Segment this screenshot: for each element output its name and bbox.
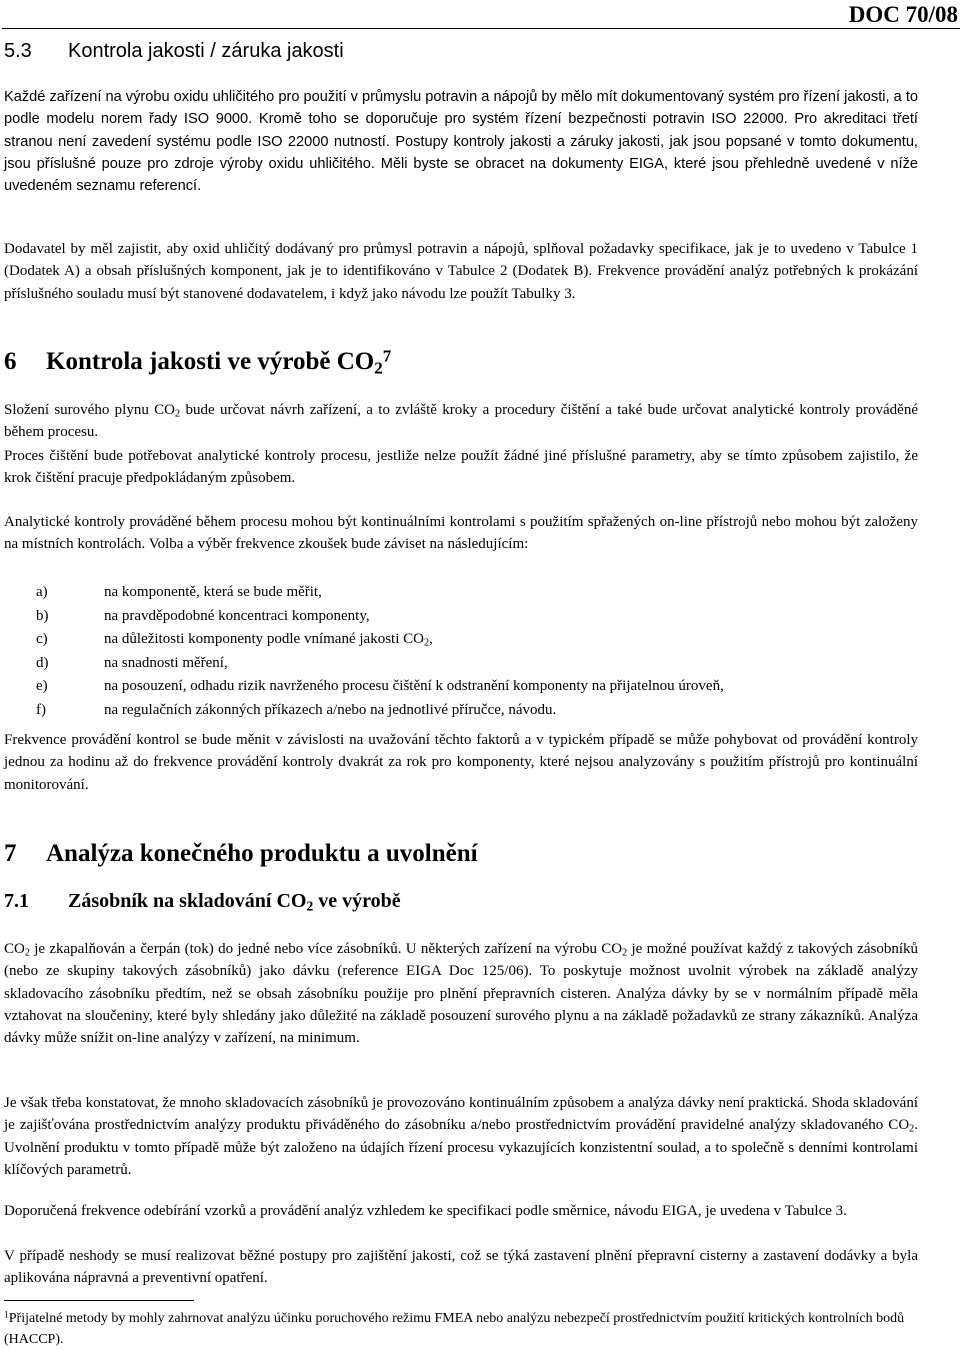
list-text: na regulačních zákonných příkazech a/nebo na jednotlivé příručce, návodu.: [104, 701, 557, 718]
list-item: [36, 699, 916, 723]
section-7-heading: [4, 840, 478, 868]
list-item: [36, 675, 916, 699]
section-number: 7: [4, 840, 17, 867]
subscript: 2: [423, 637, 430, 649]
section-6-paragraph-2: Proces čištění bude potřebovat analytické kontroly procesu, jestliže nelze použít žádné jiné příslušné parametry, aby se tímto způsobem zajistilo, že krok čištění pracuje předpokládaným způsobem.: [4, 448, 918, 487]
list-label: e): [36, 678, 48, 695]
list-item: [36, 605, 916, 629]
list-text-tail: ,: [429, 631, 433, 648]
text-run: . Uvolnění produktu v tomto případě může být založeno na údajích řízení procesu vykazujících konzistentní soulad, a to společně s denními kontrolami klíčových parametrů.: [4, 1117, 918, 1178]
section-6-paragraph-1: [4, 399, 918, 444]
section-7-1-paragraph-3: Doporučená frekvence odebírání vzorků a provádění analýz vzhledem ke specifikaci podle směrnice, návodu EIGA, je uvedena v Tabulce 3.: [4, 1203, 847, 1219]
section-6-heading: [4, 348, 391, 376]
header-rule: [2, 28, 960, 29]
section-6-paragraph-3: Analytické kontroly prováděné během procesu mohou být kontinuálními kontrolami s použitím spřažených on-line přístrojů nebo mohou být založeny na místních kontrolách. Volba a výběr frekvence zkoušek bude záviset na následujícím:: [4, 514, 918, 553]
list-label: d): [36, 654, 49, 671]
list-label: c): [36, 631, 48, 648]
section-5-3-paragraph-1: Každé zařízení na výrobu oxidu uhličitého pro použití v průmyslu potravin a nápojů by mělo mít dokumentovaný systém pro řízení jakosti, a to podle modelu norem řady ISO 9000. Kromě toho se doporučuje pro systém řízení bezpečnosti potravin ISO 22000. Pro akreditaci třetí stranou není zavedení systému podle ISO 22000 nutností. Postupy kontroly jakosti a záruky jakosti, jak jsou popsané v tomto dokumentu, jsou příslušné pouze pro zdroje výroby oxidu uhličitého. Měli byste se obracet na dokumenty EIGA, které jsou přehledně uvedené v níže uvedeném seznamu referencí.: [4, 89, 918, 195]
subscript: 2: [306, 898, 314, 914]
subscript: 2: [374, 358, 383, 378]
list-item: [36, 652, 916, 676]
text-run: Je však třeba konstatovat, že mnoho skladovacích zásobníků je provozováno kontinuálním způsobem a analýza dávky není praktická. Shoda skladování je zajišťována prostřednictvím analýzy produktu přiváděného do zásobníku a/nebo prostřednictvím provádění pravidelné analýzy skladovaného CO: [4, 1095, 918, 1134]
section-7-1-heading: [4, 890, 401, 913]
section-number: 5.3: [4, 40, 32, 62]
subscript: 2: [909, 1123, 915, 1135]
list-label: a): [36, 584, 48, 600]
text-run: je možné používat každý z takových zásobníků (nebo ze skupiny takových zásobníků) jako dávku (reference EIGA Doc 125/06). To poskytuje možnost uvolnit výrobek na základě analýzy skladovacího zásobníku předtím, než se obsah zásobníku použije pro plnění přepravních cisteren. Analýza dávky by se v normálním případě měla vztahovat na sloučeniny, které byly shledány jako důležité na základě posouzení surového plynu a na základě požadavků ze strany zákazníků. Analýza dávky může snížit on-line analýzy v zařízení, na minimum.: [4, 941, 918, 1047]
section-title: Kontrola jakosti / záruka jakosti: [68, 40, 344, 62]
list-text-wrap: [104, 628, 433, 652]
section-5-3-heading: [4, 40, 344, 63]
list-text: na komponentě, která se bude měřit,: [104, 584, 322, 600]
section-number: 6: [4, 348, 17, 375]
subscript: 2: [622, 947, 628, 959]
section-7-1-paragraph-2: [4, 1092, 918, 1181]
list-text: na posouzení, odhadu rizik navrženého procesu čištění k odstranění komponenty na přijatelnou úroveň,: [104, 678, 724, 695]
section-title: Analýza konečného produktu a uvolnění: [46, 840, 478, 867]
text-run: Složení surového plynu CO: [4, 402, 176, 418]
list-text: na snadnosti měření,: [104, 654, 228, 671]
list-item: [36, 628, 916, 652]
section-number: 7.1: [4, 890, 29, 912]
footnote-text: Přijatelné metody by mohly zahrnovat analýzu účinku poruchového režimu FMEA nebo analýzu nebezpečí prostřednictvím použití kritických kontrolních bodů (HACCP).: [4, 1311, 905, 1347]
footnote-reference: 7: [382, 346, 392, 366]
footnote-marker: 1: [4, 1310, 9, 1321]
section-title: Zásobník na skladování CO: [68, 890, 307, 912]
section-5-3-paragraph-2: Dodavatel by měl zajistit, aby oxid uhličitý dodávaný pro průmysl potravin a nápojů, splňoval požadavky specifikace, jak je to uvedeno v Tabulce 1 (Dodatek A) a obsah příslušných komponent, jak je to identifikováno v Tabulce 2 (Dodatek B). Frekvence provádění analýz potřebných k prokázání příslušného souladu musí být stanovené dodavatelem, i když jako návodu lze použít Tabulky 3.: [4, 241, 918, 302]
footnote-rule: [4, 1300, 194, 1301]
list-item: [36, 581, 916, 605]
subscript: 2: [24, 947, 30, 959]
factor-list: [36, 581, 916, 723]
list-label: b): [36, 607, 49, 624]
list-text: na důležitosti komponenty podle vnímané jakosti CO: [104, 631, 424, 648]
section-7-1-paragraph-1: [4, 938, 918, 1049]
section-6-paragraph-4: Frekvence provádění kontrol se bude měnit v závislosti na uvažování těchto faktorů a v typickém případě se může pohybovat od provádění kontroly jednou za hodinu až do frekvence provádění kontroly dvakrát za rok pro komponenty, které nejsou analyzovány s použitím přístrojů pro kontinuální monitorování.: [4, 732, 918, 793]
section-7-1-paragraph-4: V případě neshody se musí realizovat běžné postupy pro zajištění jakosti, což se týká zastavení plnění přepravní cisterny a zastavení dodávky a byla aplikována nápravná a preventivní opatření.: [4, 1248, 918, 1287]
footnote: [4, 1308, 918, 1350]
text-run: je zkapalňován a čerpán (tok) do jedné nebo více zásobníků. U některých zařízení na výrobu CO: [29, 941, 623, 957]
section-title: Kontrola jakosti ve výrobě CO: [46, 348, 375, 375]
text-run: CO: [4, 941, 25, 957]
document-reference: DOC 70/08: [848, 2, 958, 27]
text-run: bude určovat návrh zařízení, a to zvláště kroky a procedury čištění a také bude určovat analytické kontroly prováděné během procesu.: [4, 402, 918, 441]
list-text: na pravděpodobné koncentraci komponenty,: [104, 607, 370, 624]
list-label: f): [36, 701, 46, 718]
subscript: 2: [175, 408, 181, 420]
section-title-suffix: ve výrobě: [313, 890, 401, 912]
